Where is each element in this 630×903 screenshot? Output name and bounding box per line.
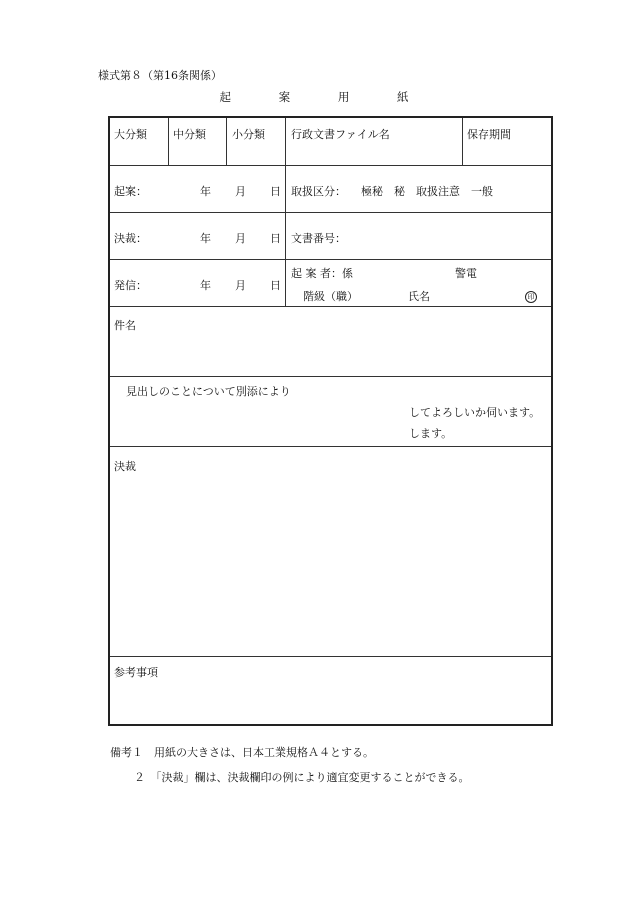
- form-number-label: 様式第８（第16条関係）: [98, 69, 222, 82]
- row-divider: [110, 656, 551, 657]
- drafted-date-label: 起案：: [114, 185, 147, 198]
- row-divider: [110, 306, 551, 307]
- decided-date-label: 決裁：: [114, 232, 147, 245]
- handling-label: 取扱区分：: [291, 185, 346, 198]
- year-label: 年: [200, 232, 211, 245]
- row-divider: [110, 165, 551, 166]
- retention-period-label: 保存期間: [467, 128, 511, 141]
- subject-label: 件名: [114, 319, 136, 332]
- title-char: 用: [337, 90, 352, 104]
- month-label: 月: [235, 232, 246, 245]
- name-label: 氏名: [408, 290, 430, 303]
- rank-label: 階級（職）: [303, 290, 358, 303]
- row-divider: [110, 259, 551, 260]
- minor-class-label: 小分類: [232, 128, 265, 141]
- document-number-label: 文書番号：: [291, 232, 346, 245]
- row-divider: [110, 212, 551, 213]
- column-divider: [462, 118, 463, 165]
- document-title: [0, 89, 630, 105]
- sent-date-label: 発信：: [114, 279, 147, 292]
- row-divider: [110, 376, 551, 377]
- day-label: 日: [270, 232, 281, 245]
- year-label: 年: [200, 185, 211, 198]
- remark-2: ２ 「決裁」欄は、決裁欄印の例により適宜変更することができる。: [134, 771, 470, 784]
- column-divider: [285, 118, 286, 306]
- handling-options: 極秘 秘 取扱注意 一般: [361, 185, 493, 198]
- remark-1: 備考１ 用紙の大きさは、日本工業規格Ａ４とする。: [110, 746, 374, 759]
- middle-class-label: 中分類: [173, 128, 206, 141]
- row-divider: [110, 446, 551, 447]
- body-text-line-3: します。: [409, 427, 453, 440]
- title-char: 案: [278, 90, 293, 104]
- drafter-section-label: 起 案 者：係: [291, 267, 353, 280]
- month-label: 月: [235, 279, 246, 292]
- column-divider: [168, 118, 169, 165]
- month-label: 月: [235, 185, 246, 198]
- title-char: 紙: [396, 90, 411, 104]
- body-text-line-2: してよろしいか伺います。: [409, 406, 541, 419]
- reference-label: 参考事項: [114, 666, 158, 679]
- day-label: 日: [270, 279, 281, 292]
- title-char: 起: [219, 90, 234, 104]
- day-label: 日: [270, 185, 281, 198]
- decision-label: 決裁: [114, 460, 136, 473]
- year-label: 年: [200, 279, 211, 292]
- draft-form-table: [108, 116, 553, 726]
- police-phone-label: 警電: [455, 267, 477, 280]
- major-class-label: 大分類: [114, 128, 147, 141]
- body-text-line-1: 見出しのことについて別添により: [126, 385, 291, 398]
- remarks-notes: [110, 740, 470, 790]
- file-name-label: 行政文書ファイル名: [291, 128, 390, 141]
- column-divider: [226, 118, 227, 165]
- seal-mark: 印: [525, 289, 537, 303]
